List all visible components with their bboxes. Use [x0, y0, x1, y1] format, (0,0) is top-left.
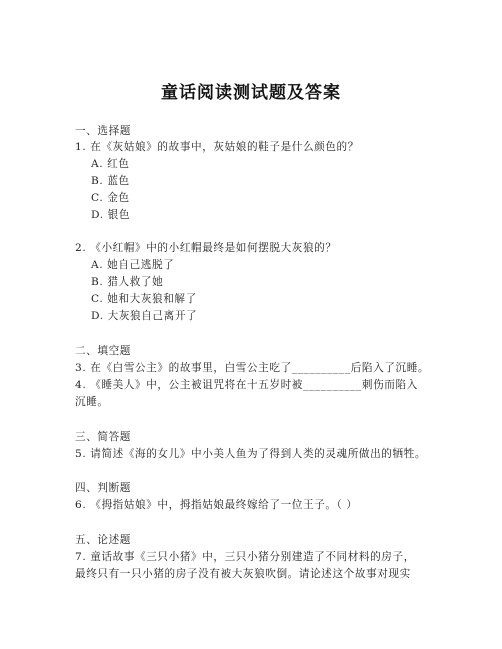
- question-7-line-1: 7. 童话故事《三只小猪》中，三只小猪分别建造了不同材料的房子，: [75, 551, 415, 563]
- section-heading-fill: 二、填空题: [75, 345, 131, 357]
- section-heading-short: 三、简答题: [75, 431, 131, 443]
- q1-option-d: D. 银色: [91, 209, 131, 221]
- question-4-line-2: 沉睡。: [75, 396, 109, 408]
- section-heading-judge: 四、判断题: [75, 482, 131, 494]
- page-title: 童话阅读测试题及答案: [161, 83, 341, 103]
- section-heading-choice: 一、选择题: [75, 125, 131, 137]
- question-5: 5. 请简述《海的女儿》中小美人鱼为了得到人类的灵魂所做出的牺牲。: [75, 448, 427, 460]
- q2-option-b: B. 猎人救了她: [91, 276, 164, 288]
- question-1: 1. 在《灰姑娘》的故事中，灰姑娘的鞋子是什么颜色的？: [75, 141, 359, 153]
- q1-option-a: A. 红色: [91, 158, 130, 170]
- section-heading-essay: 五、论述题: [75, 534, 131, 546]
- q2-option-d: D. 大灰狼自己离开了: [91, 310, 198, 322]
- question-7-line-2: 最终只有一只小猪的房子没有被大灰狼吹倒。请论述这个故事对现实: [75, 568, 411, 580]
- question-4-line-1: 4. 《睡美人》中，公主被诅咒将在十五岁时被__________刺伤而陷入: [75, 379, 418, 391]
- question-6: 6. 《拇指姑娘》中，拇指姑娘最终嫁给了一位王子。（ ）: [75, 499, 358, 511]
- q2-option-a: A. 她自己逃脱了: [91, 259, 175, 271]
- q1-option-b: B. 蓝色: [91, 175, 130, 187]
- question-3: 3. 在《白雪公主》的故事里，白雪公主吃了__________后陷入了沉睡。: [75, 362, 430, 374]
- question-2: 2. 《小红帽》中的小红帽最终是如何摆脱大灰狼的？: [75, 242, 337, 254]
- q2-option-c: C. 她和大灰狼和解了: [91, 293, 197, 305]
- q1-option-c: C. 金色: [91, 192, 130, 204]
